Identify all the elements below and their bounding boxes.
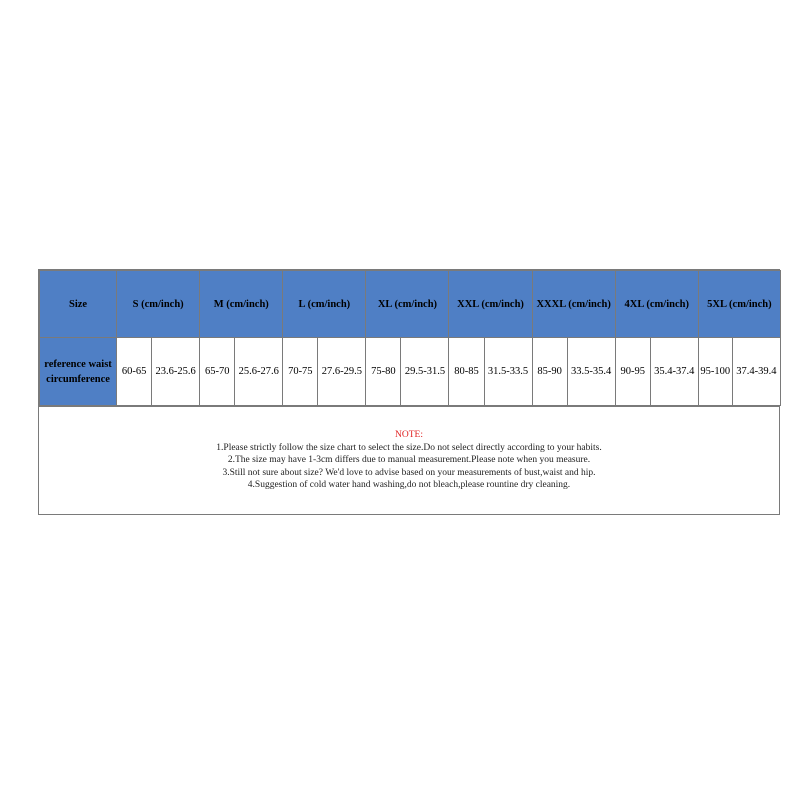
- size-header-cell: Size: [40, 271, 117, 338]
- cell-s-cm: 60-65: [117, 338, 152, 406]
- cell-xl-cm: 75-80: [366, 338, 401, 406]
- note-line-3: 3.Still not sure about size? We'd love to advise based on your measurements of bust,waist and hip.: [222, 467, 596, 478]
- cell-l-inch: 27.6-29.5: [318, 338, 366, 406]
- column-header-4xl: 4XL (cm/inch): [615, 271, 698, 338]
- column-header-xxl: XXL (cm/inch): [449, 271, 532, 338]
- cell-xxl-cm: 80-85: [449, 338, 484, 406]
- cell-5xl-cm: 95-100: [698, 338, 732, 406]
- cell-xxxl-cm: 85-90: [532, 338, 567, 406]
- cell-4xl-cm: 90-95: [615, 338, 650, 406]
- row-label: reference waist circumference: [40, 338, 117, 406]
- cell-xxl-inch: 31.5-33.5: [484, 338, 532, 406]
- cell-xl-inch: 29.5-31.5: [401, 338, 449, 406]
- header-row: [40, 271, 781, 338]
- note-title: NOTE:: [395, 430, 423, 440]
- note-line-4: 4.Suggestion of cold water hand washing,do not bleach,please rountine dry cleaning.: [247, 480, 571, 490]
- column-header-s: S (cm/inch): [117, 271, 200, 338]
- column-header-xl: XL (cm/inch): [366, 271, 449, 338]
- cell-m-cm: 65-70: [200, 338, 235, 406]
- column-header-l: L (cm/inch): [283, 271, 366, 338]
- size-chart: [38, 269, 780, 515]
- cell-m-inch: 25.6-27.6: [235, 338, 283, 406]
- column-header-xxxl: XXXL (cm/inch): [532, 271, 615, 338]
- size-table: [39, 270, 781, 406]
- column-header-5xl: 5XL (cm/inch): [698, 271, 780, 338]
- column-header-m: M (cm/inch): [200, 271, 283, 338]
- cell-l-cm: 70-75: [283, 338, 318, 406]
- note-line-2: 2.The size may have 1-3cm differs due to manual measurement.Please note when you measure.: [227, 455, 591, 465]
- cell-xxxl-inch: 33.5-35.4: [567, 338, 615, 406]
- cell-5xl-inch: 37.4-39.4: [732, 338, 780, 406]
- note-line-1: 1.Please strictly follow the size chart to select the size.Do not select directly according to your habits.: [216, 442, 602, 453]
- table-row: [40, 338, 781, 406]
- note-box: [39, 406, 779, 514]
- cell-4xl-inch: 35.4-37.4: [650, 338, 698, 406]
- cell-s-inch: 23.6-25.6: [152, 338, 200, 406]
